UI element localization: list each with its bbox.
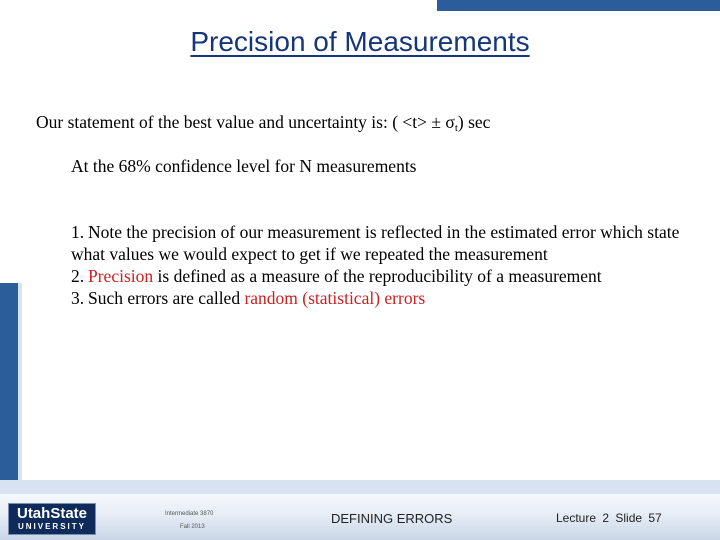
confidence-line: At the 68% confidence level for N measurements xyxy=(71,156,417,176)
list-item-text: is defined as a measure of the reproducibility of a measurement xyxy=(153,266,602,286)
logo-wordmark: UtahState xyxy=(16,505,87,522)
left-accent-band-inner xyxy=(18,283,22,480)
list-item-3 xyxy=(71,287,681,309)
slide-number: Lecture 2 Slide 57 xyxy=(556,511,662,525)
statement-line xyxy=(36,111,490,139)
list-number: 3. xyxy=(71,288,85,308)
statement-text-end: ) sec xyxy=(457,112,491,132)
term-label: Fall 2013 xyxy=(180,524,205,530)
list-number: 1. xyxy=(71,222,85,242)
highlight-term: Precision xyxy=(88,266,154,286)
footer-strip xyxy=(0,480,720,494)
footer-topic: DEFINING ERRORS xyxy=(331,511,453,526)
top-accent-bar xyxy=(437,0,720,11)
slide-title: Precision of Measurements xyxy=(190,26,530,57)
numbered-list xyxy=(71,221,681,309)
left-accent-band xyxy=(0,283,18,480)
list-item-text: Note the precision of our measurement is reflected in the estimated error which state what values we would expect to get if we repeated the measurement xyxy=(71,222,680,264)
statement-text: Our statement of the best value and uncertainty is: ( <t> ± σ xyxy=(36,112,455,132)
logo-subtitle: UNIVERSITY xyxy=(17,522,86,531)
list-number: 2. xyxy=(71,266,85,286)
list-item-1 xyxy=(71,221,681,265)
list-item-2 xyxy=(71,265,681,287)
course-label: Intermediate 3870 xyxy=(165,511,214,517)
highlight-term: random (statistical) errors xyxy=(244,288,426,308)
university-logo xyxy=(8,503,96,535)
list-item-text: Such errors are called xyxy=(88,288,245,308)
sigma-subscript: t xyxy=(454,122,458,134)
